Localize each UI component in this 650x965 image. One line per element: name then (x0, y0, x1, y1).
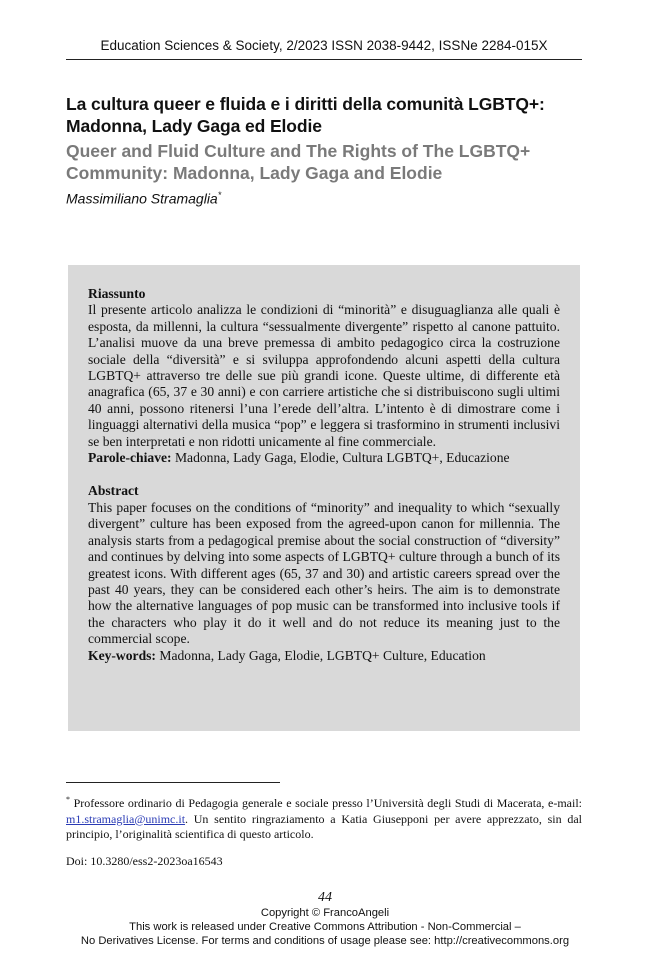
riassunto-keywords (88, 450, 560, 466)
riassunto-text: Il presente articolo analizza le condizioni di “minorità” e disuguaglianza alle quali è esposta, da millenni, la cultura “sessualmente divergente” rispetto al canone pattuito. L’analisi muove da una breve premessa di ambito pedagogico circa la costruzione sociale della “diversità” e si sviluppa approfondendo alcuni aspetti della cultura LGBTQ+ attraverso tre delle sue più grandi icone. Queste ultime, di differente età anagrafica (65, 37 e 30 anni) e con carriere artistiche che si distribuiscono sugli ultimi 40 anni, possono ritenersi l’una l’erede dell’altra. L’intento è di dimostrare come i linguaggi alternativi della musica “pop” e leggera si trasformino in strumenti inclusivi se ben interpretati e non ridotti unicamente al fine commerciale. (88, 302, 560, 449)
footnote-divider (66, 782, 280, 783)
section-spacer (88, 466, 560, 483)
header-divider (66, 59, 582, 60)
abstract-content (88, 286, 560, 664)
doi: Doi: 10.3280/ess2-2023oa16543 (66, 854, 223, 868)
riassunto-heading: Riassunto (88, 286, 146, 301)
journal-header: Education Sciences & Society, 2/2023 ISSN 2038-9442, ISSNe 2284-015X (100, 38, 548, 53)
riassunto-keywords-label: Parole-chiave: (88, 450, 172, 466)
article-title-italian: La cultura queer e fluida e i diritti della comunità LGBTQ+: Madonna, Lady Gaga ed Elodie (66, 94, 545, 136)
abstract-text: This paper focuses on the conditions of “minority” and inequality to which “sexually divergent” culture has been exposed from the agreed-upon canon for millennia. The analysis starts from a pedagogical premise about the social construction of “diversity” and continues by delving into some aspects of LGBTQ+ culture through a bunch of its greatest icons. With different ages (65, 37 and 30) and artistic careers spread over the past 40 years, they can be considered each other’s heirs. The aim is to demonstrate how the alternative languages of pop music can be transformed into inclusive tools if the characters who play it do it well and do not reduce its meaning just to the commercial scope. (88, 499, 560, 647)
footnote-mark: * (66, 795, 70, 804)
abstract-keywords-list: Madonna, Lady Gaga, Elodie, LGBTQ+ Culture, Education (159, 647, 486, 663)
license-line-1: This work is released under Creative Commons Attribution - Non-Commercial – (129, 921, 521, 933)
footnote (66, 792, 582, 843)
author-email-link[interactable]: m1.stramaglia@unimc.it (66, 811, 186, 826)
license-line-2: No Derivatives License. For terms and conditions of usage please see: http://creativecommons.org (80, 935, 570, 947)
abstract-heading: Abstract (88, 483, 139, 499)
author-footnote-mark[interactable]: * (217, 190, 222, 200)
riassunto-keywords-list: Madonna, Lady Gaga, Elodie, Cultura LGBTQ+, Educazione (174, 450, 510, 466)
article-title-english: Queer and Fluid Culture and The Rights of The LGBTQ+ Community: Madonna, Lady Gaga and Elodie (66, 141, 531, 183)
footnote-text-end: . Un sentito ringraziamento a Katia Giusepponi per avere apprezzato, sin dal principio, l’originalità scientifica di questo articolo. (66, 811, 582, 841)
footnote-text-start: Professore ordinario di Pedagogia generale e sociale presso l’Università degli Studi di Macerata, e-mail: (73, 796, 582, 810)
copyright-footer (0, 906, 650, 948)
abstract-keywords-label: Key-words: (88, 647, 156, 663)
author-name: Massimiliano Stramaglia (66, 190, 218, 207)
abstract-box (68, 265, 580, 731)
author-line (66, 190, 221, 207)
copyright-notice: Copyright © FrancoAngeli (260, 907, 390, 919)
abstract-keywords (88, 648, 560, 664)
page-number: 44 (318, 890, 332, 905)
